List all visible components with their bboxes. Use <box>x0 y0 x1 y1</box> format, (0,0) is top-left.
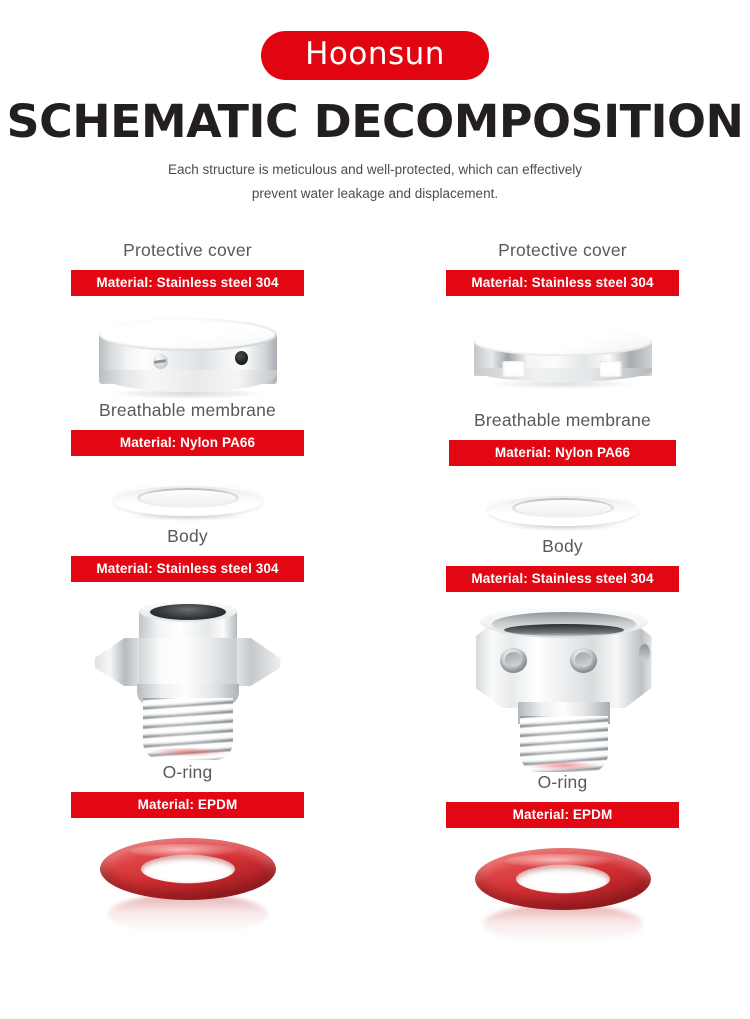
material-badge-breathable-membrane: Material: Nylon PA66 <box>71 430 304 456</box>
material-badge-protective-cover-right: Material: Stainless steel 304 <box>446 270 679 296</box>
material-badge-breathable-membrane-right: Material: Nylon PA66 <box>449 440 676 466</box>
logo-text: Hoonsun <box>305 36 445 72</box>
page-title: SCHEMATIC DECOMPOSITION <box>6 95 744 149</box>
o-ring-reflection <box>108 894 268 934</box>
art-protective-cover-right <box>413 296 713 410</box>
art-membrane-left <box>38 456 338 526</box>
o-ring-center-hole <box>141 855 235 883</box>
membrane-inner-highlight <box>140 490 236 506</box>
body-side-hole-left-inner <box>505 652 522 667</box>
body-hex-front-face <box>139 638 237 690</box>
cover-top-face-right <box>474 328 652 356</box>
column-left <box>0 240 375 944</box>
page-subtitle <box>0 158 750 204</box>
body-thread-tint-right <box>526 762 602 771</box>
o-ring-reflection-right <box>483 904 643 944</box>
part-label-o-ring-right: O-ring <box>537 772 588 792</box>
protective-cover-cylinder-graphic <box>99 318 277 400</box>
o-ring-graphic <box>100 838 276 934</box>
cover-bottom-curve <box>99 370 277 392</box>
o-ring-highlight <box>130 844 240 858</box>
part-label-breathable-membrane-right: Breathable membrane <box>474 410 651 430</box>
breathable-membrane-graphic <box>113 482 263 526</box>
part-label-breathable-membrane: Breathable membrane <box>99 400 276 420</box>
decomposition-columns <box>0 240 750 944</box>
cover-notch-left <box>502 361 524 377</box>
cover-notch-right <box>600 361 622 377</box>
part-label-body: Body <box>167 526 208 546</box>
material-badge-o-ring: Material: EPDM <box>71 792 304 818</box>
body-bore-opening-right <box>504 624 624 636</box>
subtitle-line-2: prevent water leakage and displacement. <box>251 185 499 201</box>
vent-hole-icon <box>235 351 248 365</box>
art-body-right <box>413 592 713 772</box>
part-label-o-ring: O-ring <box>162 762 213 782</box>
art-protective-cover-left <box>38 296 338 400</box>
body-threaded-graphic <box>83 602 293 762</box>
part-label-protective-cover: Protective cover <box>123 240 252 260</box>
body-side-hole-right-inner <box>575 652 592 667</box>
o-ring-graphic-right <box>475 848 651 944</box>
material-badge-body-right: Material: Stainless steel 304 <box>446 566 679 592</box>
column-right <box>375 240 750 944</box>
part-label-protective-cover-right: Protective cover <box>498 240 627 260</box>
body-hex-graphic <box>458 612 668 772</box>
body-edge-hole <box>639 644 650 662</box>
subtitle-line-1: Each structure is meticulous and well-protected, which can effectively <box>168 162 582 178</box>
body-bore-opening <box>150 604 226 620</box>
part-label-body-right: Body <box>542 536 583 556</box>
screw-slot-icon <box>153 354 168 369</box>
o-ring-center-hole-right <box>516 865 610 893</box>
membrane-inner-highlight-right <box>515 500 611 516</box>
art-membrane-right <box>413 466 713 536</box>
cover-rim-bottom <box>474 368 652 382</box>
o-ring-highlight-right <box>505 854 615 868</box>
logo-pill <box>261 31 489 80</box>
material-badge-o-ring-right: Material: EPDM <box>446 802 679 828</box>
material-badge-protective-cover: Material: Stainless steel 304 <box>71 270 304 296</box>
cover-top-highlight <box>102 321 274 348</box>
brand-logo <box>0 0 750 80</box>
art-body-left <box>38 582 338 762</box>
body-thread-tint <box>149 748 227 757</box>
material-badge-body: Material: Stainless steel 304 <box>71 556 304 582</box>
art-o-ring-left <box>38 818 338 934</box>
protective-cover-notched-graphic <box>474 328 652 410</box>
breathable-membrane-graphic-right <box>488 492 638 536</box>
art-o-ring-right <box>413 828 713 944</box>
